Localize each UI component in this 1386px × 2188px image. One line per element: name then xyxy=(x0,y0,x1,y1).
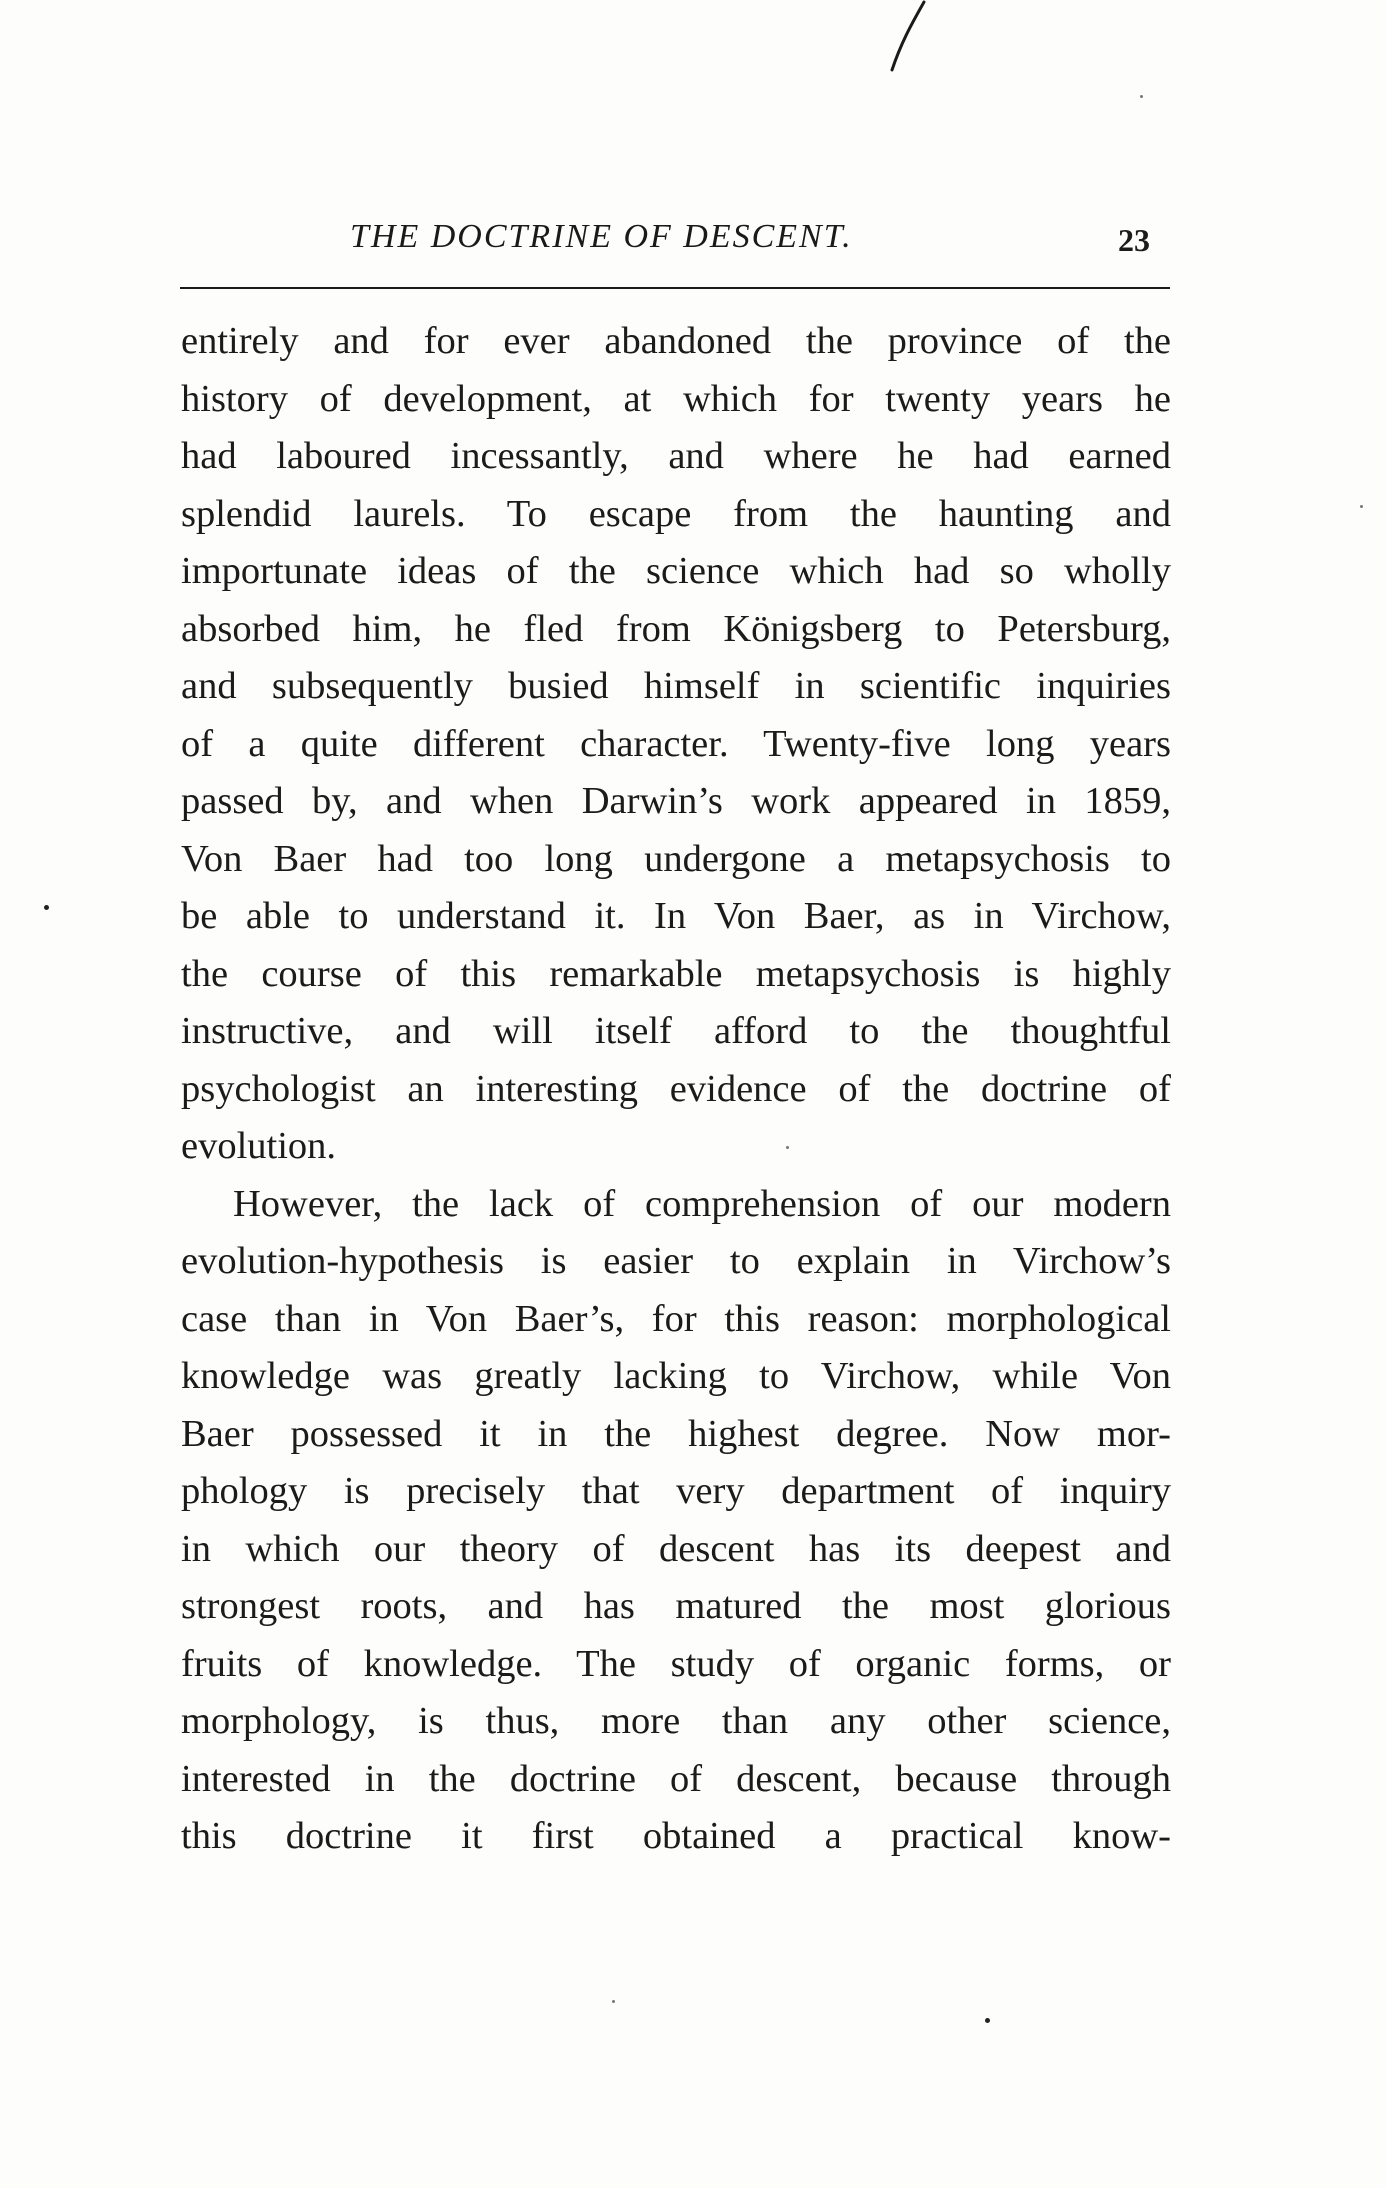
text-line: this doctrine it first obtained a practical know- xyxy=(181,1815,1171,1857)
text-line: the course of this remarkable metapsychosis is highly xyxy=(181,952,1171,995)
text-line: instructive, and will itself afford to the thoughtful xyxy=(181,1010,1171,1052)
scan-speck xyxy=(612,2000,615,2003)
text-line: morphology, is thus, more than any other science, xyxy=(181,1700,1171,1742)
page-number: 23 xyxy=(1118,222,1150,258)
scan-speck xyxy=(44,905,49,910)
paragraph xyxy=(181,1176,1171,1866)
text-line: Von Baer had too long undergone a metapsychosis to xyxy=(181,837,1171,880)
text-line: phology is precisely that very department of inquiry xyxy=(181,1470,1171,1512)
text-line: history of development, at which for twenty years he xyxy=(181,377,1171,420)
text-line: knowledge was greatly lacking to Virchow, while Von xyxy=(181,1355,1171,1397)
text-line: be able to understand it. In Von Baer, as in Virchow, xyxy=(181,895,1171,937)
paragraph xyxy=(181,313,1171,1176)
text-line: entirely and for ever abandoned the province of the xyxy=(181,320,1171,362)
text-line: interested in the doctrine of descent, because through xyxy=(181,1757,1171,1800)
scan-speck xyxy=(1140,95,1143,98)
text-line: had laboured incessantly, and where he had earned xyxy=(181,435,1171,477)
text-line: evolution. xyxy=(181,1125,337,1167)
body-text xyxy=(181,313,1171,1866)
text-line: strongest roots, and has matured the most glorious xyxy=(181,1585,1171,1627)
text-line: case than in Von Baer’s, for this reason: morphological xyxy=(181,1297,1171,1340)
pen-stroke-mark xyxy=(880,0,960,80)
text-line: psychologist an interesting evidence of the doctrine of xyxy=(181,1067,1171,1110)
text-line: absorbed him, he fled from Königsberg to Petersburg, xyxy=(181,607,1171,650)
text-line: However, the lack of comprehension of our modern xyxy=(233,1182,1171,1225)
running-title: THE DOCTRINE OF DESCENT. xyxy=(350,218,853,255)
scan-speck xyxy=(985,2018,990,2023)
text-line: in which our theory of descent has its deepest and xyxy=(181,1527,1171,1570)
text-line: and subsequently busied himself in scientific inquiries xyxy=(181,665,1171,707)
text-line: evolution-hypothesis is easier to explain in Virchow’s xyxy=(181,1240,1171,1282)
text-line: importunate ideas of the science which had so wholly xyxy=(181,550,1171,592)
header-rule xyxy=(180,287,1170,289)
text-line: of a quite different character. Twenty-five long years xyxy=(181,722,1171,765)
text-line: passed by, and when Darwin’s work appeared in 1859, xyxy=(181,780,1171,822)
text-line: splendid laurels. To escape from the haunting and xyxy=(181,492,1171,535)
scan-speck xyxy=(1360,505,1363,508)
page-header xyxy=(180,218,1170,268)
text-line: fruits of knowledge. The study of organic forms, or xyxy=(181,1642,1171,1685)
text-line: Baer possessed it in the highest degree. Now mor- xyxy=(181,1412,1171,1455)
